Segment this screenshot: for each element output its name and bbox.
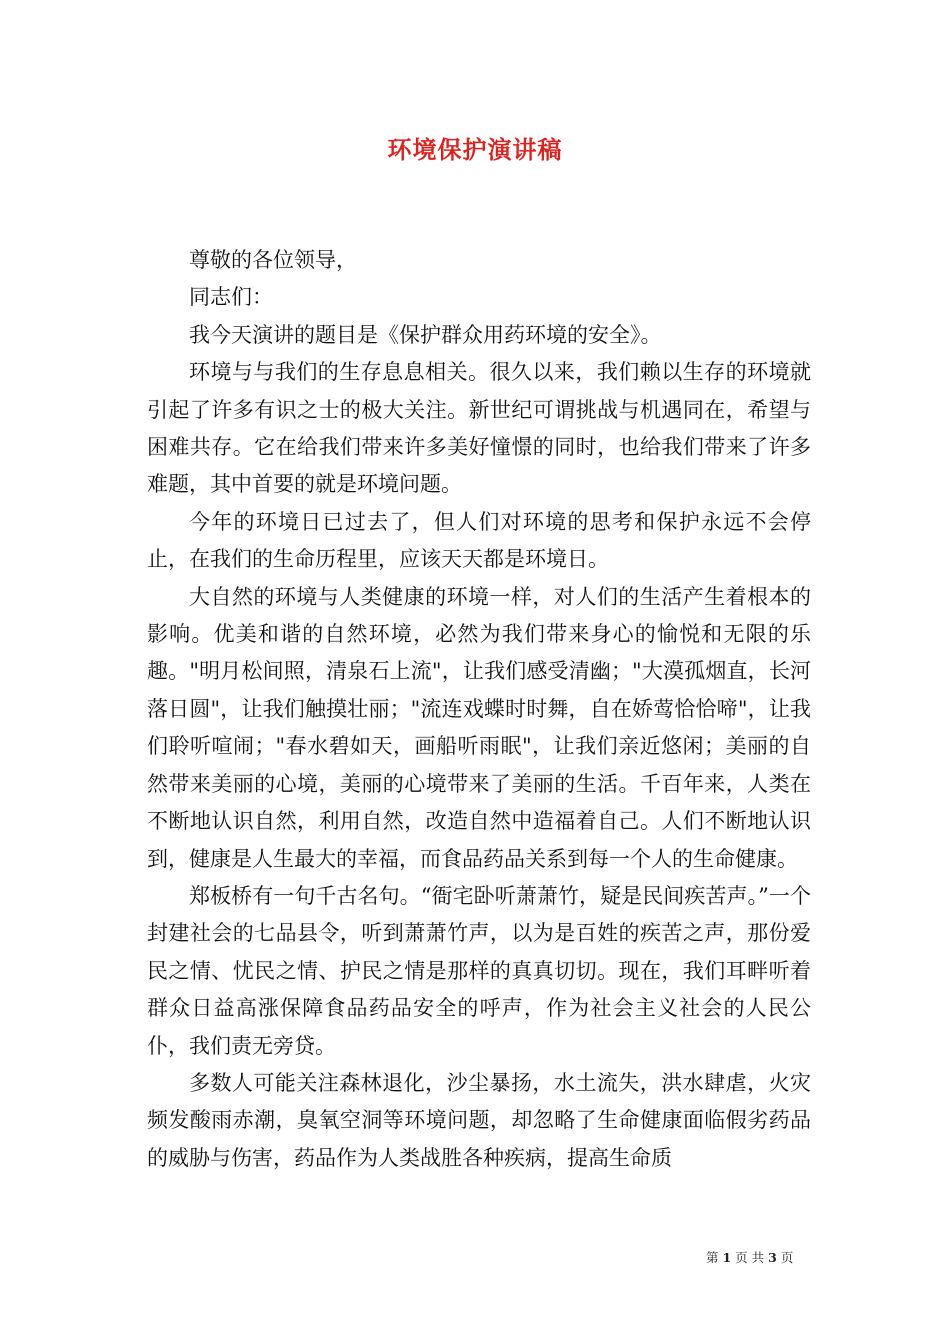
page-title: 环境保护演讲稿 — [387, 135, 563, 164]
body-paragraph: 大自然的环境与人类健康的环境一样，对人们的生活产生着根本的影响。优美和谐的自然环境，必然为我们带来身心的愉悦和无限的乐趣。"明月松间照，清泉石上流"，让我们感受清幽；"大漠孤烟直，长河落日圆"，让我们触摸壮丽；"流连戏蝶时时舞，自在娇莺恰恰啼"，让我们聆听喧闹；"春水碧如天，画船听雨眠"，让我们亲近悠闲；美丽的自然带来美丽的心境，美丽的心境带来了美丽的生活。千百年来，人类在不断地认识自然，利用自然，改造自然中造福着自己。人们不断地认识到，健康是人生最大的幸福，而食品药品关系到每一个人的生命健康。 — [147, 584, 811, 871]
footer-suffix: 页 — [780, 1250, 794, 1265]
body-paragraph: 今年的环境日已过去了，但人们对环境的思考和保护永远不会停止，在我们的生命历程里，应该天天都是环境日。 — [147, 509, 811, 572]
footer-prefix: 第 — [706, 1250, 719, 1265]
page-number-footer — [706, 1248, 793, 1266]
salutation-line: 尊敬的各位领导， — [189, 248, 357, 272]
salutation-line: 同志们： — [189, 285, 273, 310]
body-paragraph: 多数人可能关注森林退化，沙尘暴扬，水土流失，洪水肆虐，火灾频发酸雨赤潮，臭氧空洞等环境问题，却忽略了生命健康面临假劣药品的威胁与伤害，药品作为人类战胜各种疾病，提高生命质 — [147, 1070, 811, 1170]
footer-total-pages: 3 — [768, 1250, 777, 1265]
body-paragraph: 郑板桥有一句千古名句。“衙宅卧听萧萧竹，疑是民间疾苦声。”一个封建社会的七品县令，听到萧萧竹声，以为是百姓的疾苦之声，那份爱民之情、忧民之情、护民之情是那样的真真切切。现在，我们耳畔听着群众日益高涨保障食品药品安全的呼声，作为社会主义社会的人民公仆，我们责无旁贷。 — [147, 883, 811, 1058]
body-paragraph: 环境与与我们的生存息息相关。很久以来，我们赖以生存的环境就引起了许多有识之士的极大关注。新世纪可谓挑战与机遇同在，希望与困难共存。它在给我们带来许多美好憧憬的同时，也给我们带来了许多难题，其中首要的就是环境问题。 — [147, 360, 811, 497]
document-body — [147, 242, 811, 1177]
body-paragraph: 我今天演讲的题目是《保护群众用药环境的安全》。 — [189, 322, 662, 347]
footer-middle: 页 共 — [735, 1250, 765, 1265]
footer-current-page: 1 — [722, 1250, 732, 1265]
